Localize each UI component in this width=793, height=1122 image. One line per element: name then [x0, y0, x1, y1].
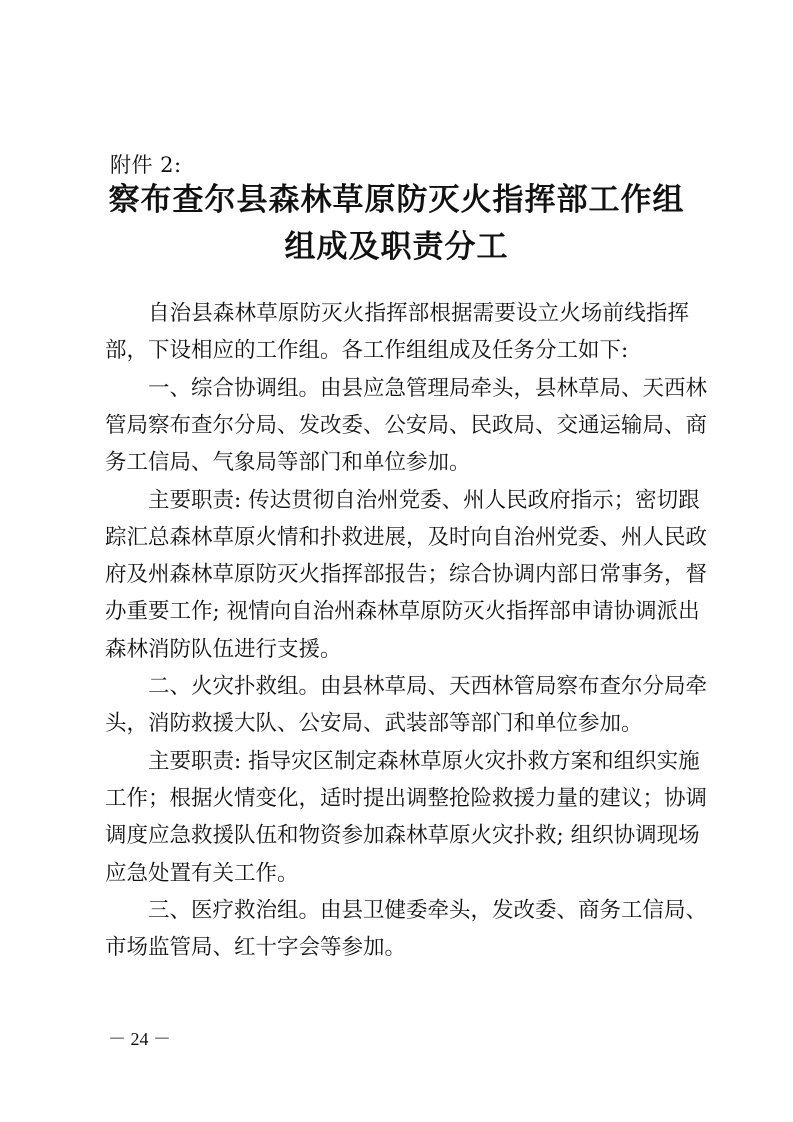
body-line: 管局察布查尔分局、发改委、公安局、民政局、交通运输局、商 — [105, 412, 708, 438]
body-line: 调度应急救援队伍和物资参加森林草原火灾扑救; 组织协调现场 — [105, 823, 700, 849]
body-line: 头，消防救援大队、公安局、武装部等部门和单位参加。 — [105, 711, 643, 737]
body-line: 部，下设相应的工作组。各工作组组成及任务分工如下: — [105, 338, 629, 364]
body-line: 应急处置有关工作。 — [105, 860, 299, 886]
document-title-line-2: 组成及职责分工 — [284, 229, 509, 265]
body-line: 踪汇总森林草原火情和扑救进展，及时向自治州党委、州人民政 — [105, 524, 708, 550]
body-line: 务工信局、气象局等部门和单位参加。 — [105, 450, 471, 476]
body-line: 森林消防队伍进行支援。 — [105, 636, 342, 662]
body-line: 主要职责: 指导灾区制定森林草原火灾扑救方案和组织实施 — [148, 748, 700, 774]
body-line: 市场监管局、红十字会等参加。 — [105, 935, 407, 961]
body-line: 工作；根据火情变化，适时提出调整抢险救援力量的建议；协调 — [105, 785, 708, 811]
body-line: 自治县森林草原防灭火指挥部根据需要设立火场前线指挥 — [148, 301, 689, 326]
body-line: 二、火灾扑救组。由县林草局、天西林管局察布查尔分局牵 — [148, 674, 708, 699]
body-line: 三、医疗救治组。由县卫健委牵头，发改委、商务工信局、 — [148, 897, 708, 923]
body-line: 一、综合协调组。由县应急管理局牵头，县林草局、天西林 — [148, 375, 708, 401]
body-line: 府及州森林草原防灭火指挥部报告；综合协调内部日常事务，督 — [105, 562, 708, 588]
body-line: 办重要工作; 视情向自治州森林草原防灭火指挥部申请协调派出 — [105, 599, 700, 625]
attachment-label: 附件 2: — [110, 153, 182, 177]
body-line: 主要职责: 传达贯彻自治州党委、州人民政府指示；密切跟 — [148, 487, 700, 513]
document-title-line-1: 察布查尔县森林草原防灭火指挥部工作组 — [108, 182, 685, 218]
page-number: － 24 － — [108, 1029, 171, 1049]
